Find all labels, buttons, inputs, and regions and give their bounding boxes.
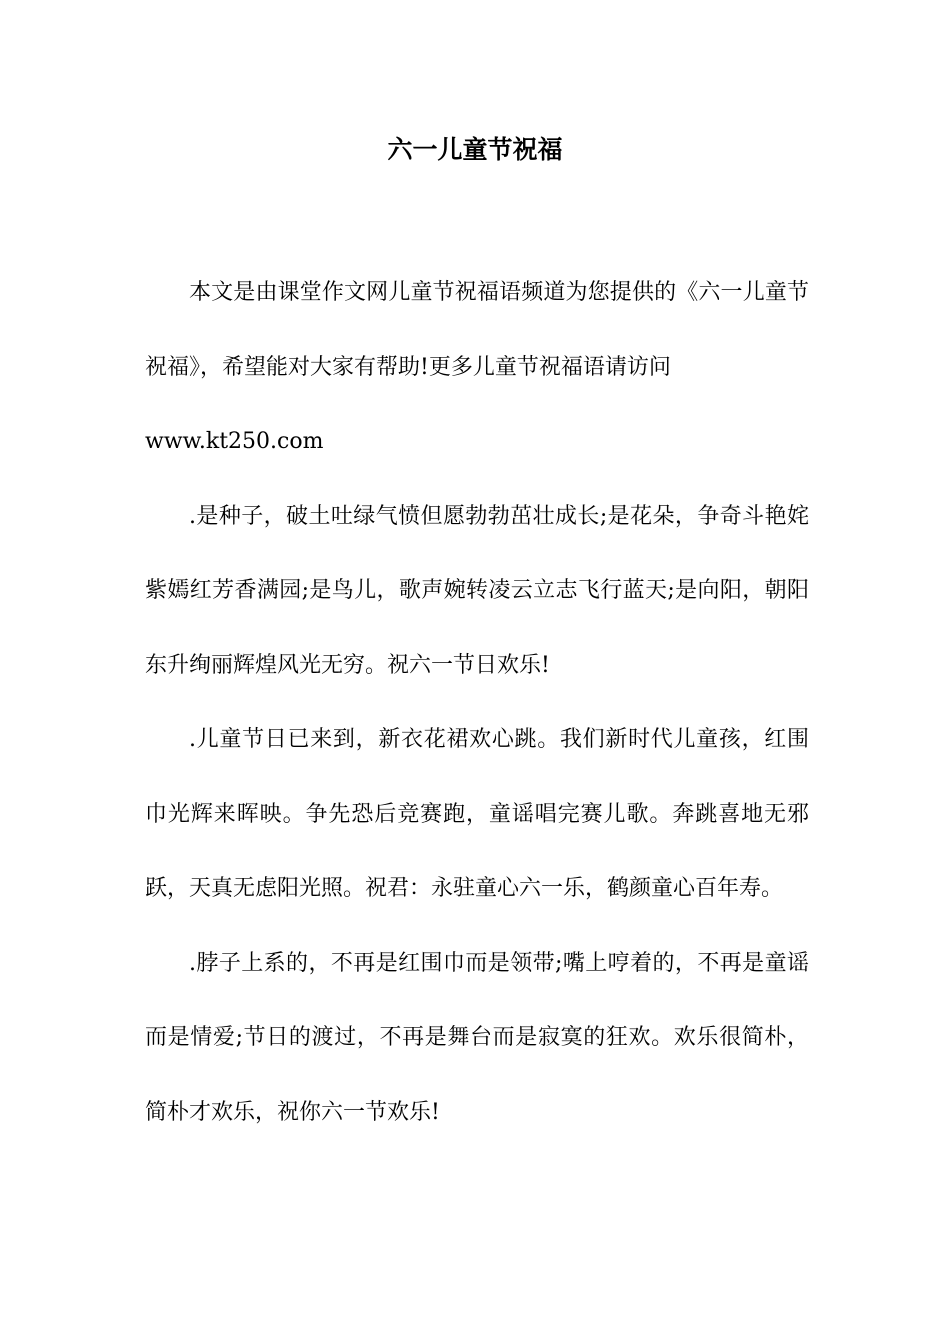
blessing-paragraph-3: .脖子上系的，不再是红围巾而是领带;嘴上哼着的，不再是童谣而是情爱;节日的渡过，不再是舞台而是寂寞的狂欢。欢乐很简朴，简朴才欢乐，祝你六一节欢乐!	[145, 950, 809, 1125]
intro-paragraph: 本文是由课堂作文网儿童节祝福语频道为您提供的《六一儿童节祝福》，希望能对大家有帮助!更多儿童节祝福语请访问	[145, 280, 809, 380]
blessing-paragraph-2: .儿童节日已来到，新衣花裙欢心跳。我们新时代儿童孩，红围巾光辉来晖映。争先恐后竞赛跑，童谣唱完赛儿歌。奔跳喜地无邪跃，天真无虑阳光照。祝君：永驻童心六一乐，鹤颜童心百年寿。	[145, 727, 809, 901]
document-title: 六一儿童节祝福	[387, 135, 563, 164]
website-url: www.kt250.com	[145, 429, 324, 454]
blessing-paragraph-1: .是种子，破土吐绿气愤但愿勃勃茁壮成长;是花朵，争奇斗艳姹紫嫣红芳香满园;是鸟儿，歌声婉转凌云立志飞行蓝天;是向阳，朝阳东升绚丽辉煌风光无穷。祝六一节日欢乐!	[145, 503, 809, 678]
document-body	[145, 256, 809, 1150]
